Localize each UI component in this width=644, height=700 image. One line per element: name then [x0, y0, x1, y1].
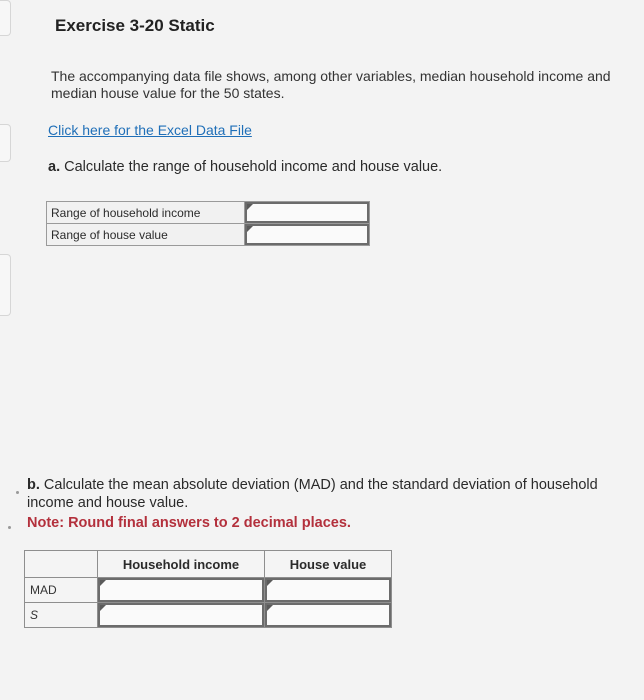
table-row	[25, 603, 392, 628]
question-a-letter: a.	[48, 159, 61, 175]
question-a-text: Calculate the range of household income and house value.	[64, 159, 443, 175]
cell-marker-icon	[100, 580, 106, 586]
question-b	[27, 476, 607, 532]
mad-row-label: MAD	[25, 578, 98, 603]
cell-marker-icon	[100, 605, 106, 611]
range-house-value-input[interactable]	[245, 224, 369, 245]
range-table	[46, 201, 370, 246]
s-house-value-input[interactable]	[265, 603, 391, 627]
question-a	[48, 159, 442, 175]
s-household-income-input[interactable]	[98, 603, 264, 627]
mad-household-income-input[interactable]	[98, 578, 264, 602]
rounding-note: Note: Round final answers to 2 decimal places.	[27, 515, 351, 531]
table-corner-header	[25, 551, 98, 578]
range-house-value-label: Range of house value	[47, 224, 245, 246]
range-household-income-cell[interactable]	[245, 202, 370, 224]
range-house-value-cell[interactable]	[245, 224, 370, 246]
page-title: Exercise 3-20 Static	[55, 16, 215, 35]
table-row	[47, 202, 370, 224]
left-edge-tab	[0, 124, 11, 162]
s-house-value-cell[interactable]	[265, 603, 392, 628]
table-header-row	[25, 551, 392, 578]
left-edge-tab	[0, 0, 11, 36]
bullet-dot-icon	[8, 526, 11, 529]
range-household-income-label: Range of household income	[47, 202, 245, 224]
cell-marker-icon	[247, 204, 253, 210]
cell-marker-icon	[267, 580, 273, 586]
mad-house-value-input[interactable]	[265, 578, 391, 602]
bullet-dot-icon	[16, 491, 19, 494]
cell-marker-icon	[267, 605, 273, 611]
left-edge-tab	[0, 254, 11, 316]
household-income-header: Household income	[98, 551, 265, 578]
intro-text: The accompanying data file shows, among other variables, median household income and median house value for the 50 states.	[51, 68, 611, 101]
cell-marker-icon	[247, 226, 253, 232]
range-household-income-input[interactable]	[245, 202, 369, 223]
question-b-letter: b.	[27, 477, 40, 493]
mad-household-income-cell[interactable]	[98, 578, 265, 603]
table-row	[25, 578, 392, 603]
s-row-label: S	[25, 603, 98, 628]
s-household-income-cell[interactable]	[98, 603, 265, 628]
house-value-header: House value	[265, 551, 392, 578]
question-b-text: Calculate the mean absolute deviation (MAD) and the standard deviation of household income and house value.	[27, 477, 598, 511]
mad-std-table	[24, 550, 392, 628]
excel-data-file-link[interactable]: Click here for the Excel Data File	[48, 122, 252, 138]
table-row	[47, 224, 370, 246]
mad-house-value-cell[interactable]	[265, 578, 392, 603]
